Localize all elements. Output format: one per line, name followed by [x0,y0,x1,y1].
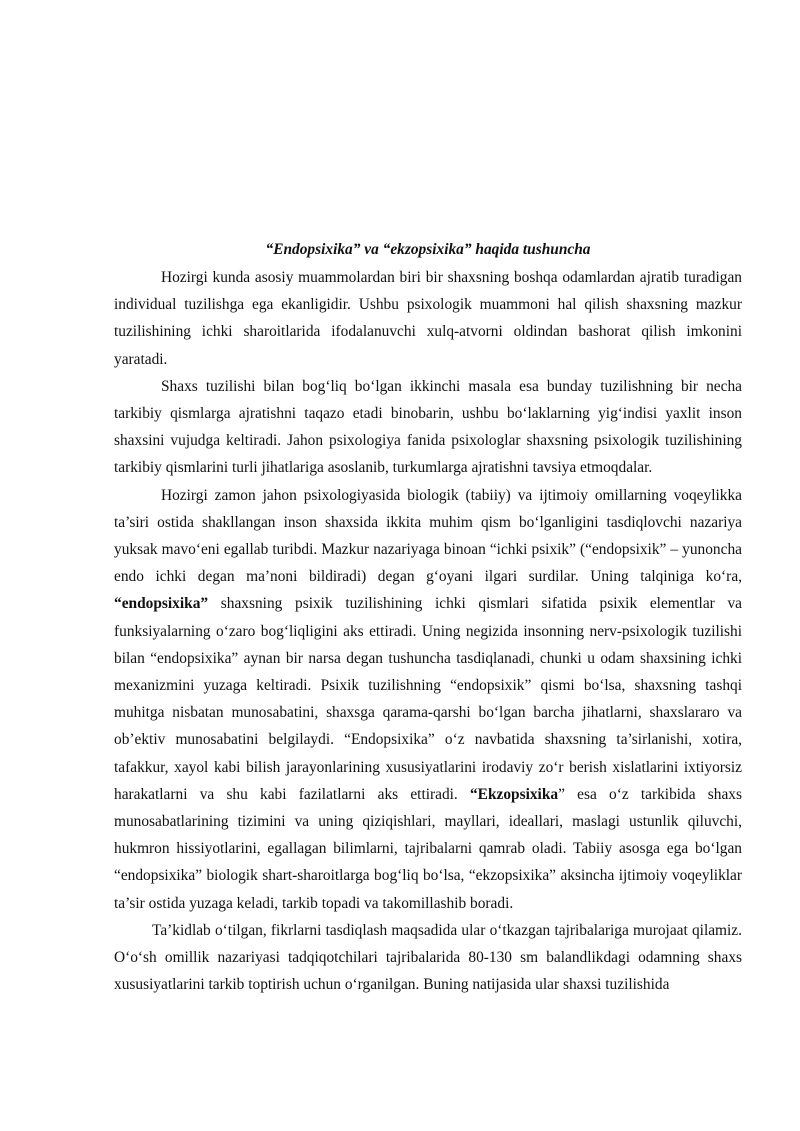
document-body [114,264,742,998]
paragraph-3-part-2: shaxsning psixik tuzilishining ichki qismlari sifatida psixik elementlar va funksiyalarning o‘zaro bog‘liqligini aks ettiradi. Uning negizida insonning nerv-psixologik tuzilishi bilan “endopsixika” aynan bir narsa degan tushuncha tasdiqlanadi, chunki u odam shaxsining ichki mexanizmini yuzaga keltiradi. Psixik tuzilishning “endopsixik” qismi bo‘lsa, shaxsning tashqi muhitga nisbatan munosabatini, shaxsga qarama-qarshi bo‘lgan barcha jihatlarni, shaxslararo va ob’ektiv munosabatini belgilaydi. “Endopsixika” o‘z navbatida shaxsning ta’sirlanishi, xotira, tafakkur, xayol kabi bilish jarayonlarining xususiyatlarini irodaviy zo‘r berish xislatlarini ixtiyorsiz harakatlarni va shu kabi fazilatlarni aks ettiradi. [114,595,742,803]
document-title: “Endopsixika” va “ekzopsixika” haqida tushuncha [265,241,591,258]
paragraph-3-part-1: Hozirgi zamon jahon psixologiyasida biologik (tabiiy) va ijtimoiy omillarning voqeylikka ta’siri ostida shakllangan inson shaxsida ikkita muhim qism bo‘lganligini tasdiqlovchi nazariya yuksak mavo‘eni egallab turibdi. Mazkur nazariyaga binoan “ichki psixik” (“endopsixik” – yunoncha endo ichki degan ma’noni bildiradi) degan g‘oyani ilgari surdilar. Uning talqiniga ko‘ra, [114,486,742,586]
paragraph-1: Hozirgi kunda asosiy muammolardan biri bir shaxsning boshqa odamlardan ajratib turadigan individual tuzilishga ega ekanligidir. Ushbu psixologik muammoni hal qilish shaxsning mazkur tuzilishining ichki sharoitlarida ifodalanuvchi xulq-atvorni oldindan bashorat qilish imkonini yaratadi. [114,269,742,368]
term-endopsixika: “endopsixika” [114,595,209,613]
paragraph-2: Shaxs tuzilishi bilan bog‘liq bo‘lgan ikkinchi masala esa bunday tuzilishning bir necha tarkibiy qismlarga ajratishni taqazo etadi binobarin, ushbu bo‘laklarning yig‘indisi yaxlit inson shaxsini vujudga keltiradi. Jahon psixologiya fanida psixologlar shaxsning psixologik tuzilishining tarkibiy qismlarini turli jihatlariga asoslanib, turkumlarga ajratishni tavsiya etmoqdalar. [114,377,742,477]
term-ekzopsixika: “Ekzopsixika [469,785,559,803]
paragraph-4: Ta’kidlab o‘tilgan, fikrlarni tasdiqlash maqsadida ular o‘tkazgan tajribalariga murojaat qilamiz. O‘o‘sh omillik nazariyasi tadqiqotchilari tajribalarida 80-130 sm balandlikdagi odamning shaxs xususiyatlarini tarkib toptirish uchun o‘rganilgan. Buning natijasida ular shaxsi tuzilishida [114,921,742,994]
paragraph-3 [114,482,742,917]
paragraph-3-part-3: ” esa o‘z tarkibida shaxs munosabatlarining tizimini va uning qiziqishlari, mayllari, ideallari, maslagi ustunlik qiluvchi, hukmron hissiyotlarini, egallagan bilimlarni, tajribalarni qamrab oladi. Tabiiy asosga ega bo‘lgan “endopsixika” biologik shart-sharoitlarga bog‘liq bo‘lsa, “ekzopsixika” aksincha ijtimoiy voqeyliklar ta’sir ostida yuzaga keladi, tarkib topadi va takomillashib boradi. [114,785,742,912]
